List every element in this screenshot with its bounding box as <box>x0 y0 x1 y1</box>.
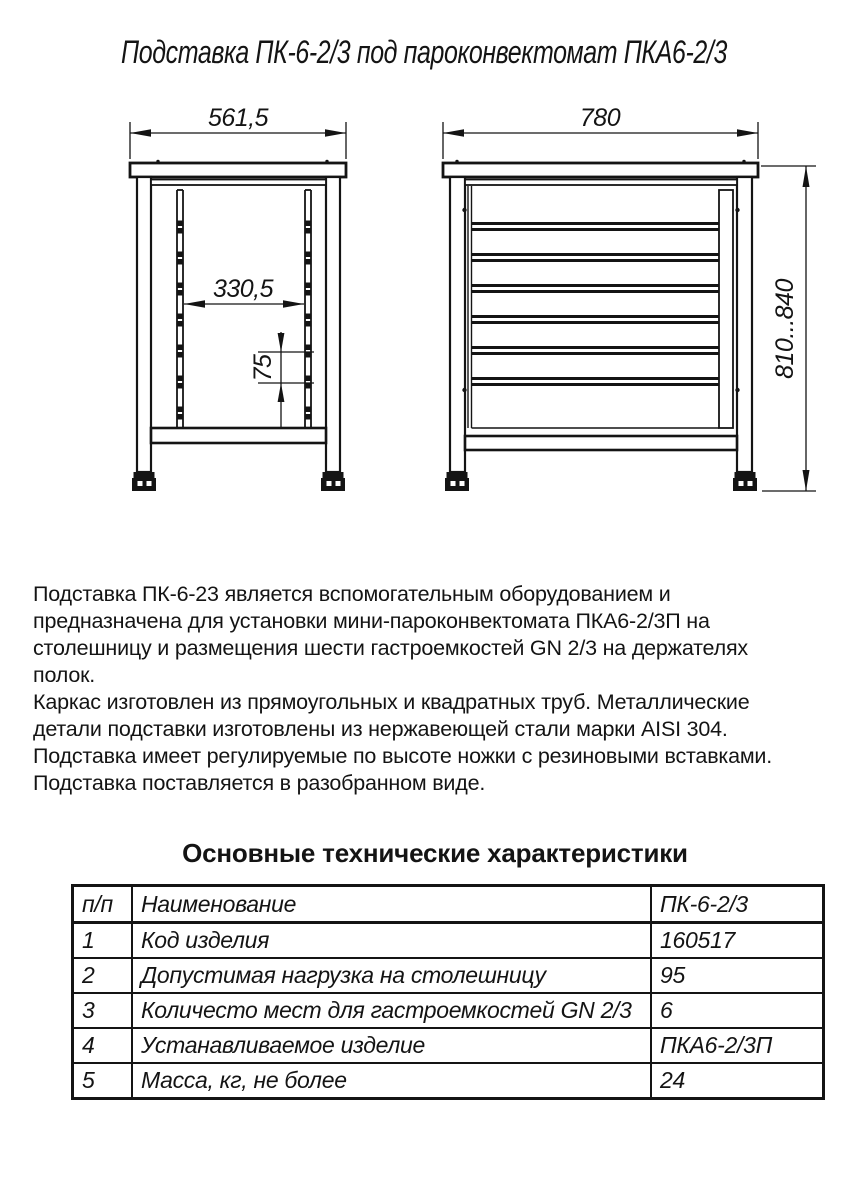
front-tabletop <box>130 163 346 177</box>
screw-dot <box>462 208 466 212</box>
description-line: полок. <box>33 663 96 687</box>
front-view <box>130 104 346 491</box>
screw-dot <box>156 160 159 163</box>
screw-dot <box>742 160 745 163</box>
side-support-post <box>719 190 733 428</box>
description-line: предназначена для установки мини-пароконвектомата ПКА6-2/3П на <box>33 609 710 633</box>
row-name: Количесто мест для гастроемкостей GN 2/3 <box>132 993 651 1028</box>
screw-dot <box>462 388 466 392</box>
side-depth-dimension <box>443 104 758 159</box>
front-guide-rails <box>177 190 311 428</box>
page-title: Подставка ПК-6-2/3 под пароконвектомат ПКА6-2/3 <box>121 34 727 70</box>
side-height-dimension <box>761 166 816 491</box>
specs-heading: Основные технические характеристики <box>182 838 688 868</box>
specs-table <box>71 884 825 1100</box>
row-name: Масса, кг, не более <box>132 1063 651 1099</box>
table-row <box>73 923 824 959</box>
front-hole-step-label: 75 <box>249 354 277 382</box>
description-line: столешницу и размещения шести гастроемкостей GN 2/3 на держателях <box>33 636 748 660</box>
screw-dot <box>325 160 328 163</box>
description-line: детали подставки изготовлены из нержавеющей стали марки AISI 304. <box>33 717 728 741</box>
header-num: п/п <box>73 886 133 923</box>
side-shelf-rails <box>472 224 720 385</box>
header-name: Наименование <box>132 886 651 923</box>
screw-dot <box>735 208 739 212</box>
front-width-label: 561,5 <box>207 104 269 132</box>
row-num: 2 <box>73 958 133 993</box>
description-line: Подставка поставляется в разобранном виде. <box>33 771 486 795</box>
row-value: 6 <box>651 993 824 1028</box>
front-right-leg <box>326 177 340 472</box>
row-value: ПКА6-2/3П <box>651 1028 824 1063</box>
side-view <box>443 104 816 491</box>
side-height-label: 810...840 <box>771 279 799 379</box>
front-left-leg <box>137 177 151 472</box>
front-inner-width-label: 330,5 <box>212 275 274 303</box>
front-width-dimension <box>130 104 346 159</box>
row-name: Допустимая нагрузка на столешницу <box>132 958 651 993</box>
row-value: 160517 <box>651 923 824 959</box>
front-inner-width-dimension <box>184 275 304 308</box>
side-top-rail <box>465 180 737 186</box>
row-num: 3 <box>73 993 133 1028</box>
description-line: Подставка имеет регулируемые по высоте ножки с резиновыми вставками. <box>33 744 773 768</box>
product-description <box>33 581 833 797</box>
front-bottom-brace <box>151 428 326 443</box>
side-depth-label: 780 <box>579 104 621 132</box>
row-value: 95 <box>651 958 824 993</box>
header-model: ПК-6-2/3 <box>651 886 824 923</box>
row-value: 24 <box>651 1063 824 1099</box>
table-row <box>73 1028 824 1063</box>
table-row <box>73 1063 824 1099</box>
side-left-foot <box>445 472 469 491</box>
side-bottom-brace <box>465 436 737 450</box>
screw-dot <box>735 388 739 392</box>
side-right-foot <box>733 472 757 491</box>
side-tabletop <box>443 163 758 177</box>
rail-holes <box>177 221 311 420</box>
front-top-rail <box>151 180 326 186</box>
description-line: Подставка ПК-6-23 является вспомогательным оборудованием и <box>33 582 671 606</box>
row-name: Код изделия <box>132 923 651 959</box>
front-right-foot <box>321 472 345 491</box>
row-num: 1 <box>73 923 133 959</box>
row-num: 5 <box>73 1063 133 1099</box>
technical-drawing <box>0 0 848 560</box>
screw-dot <box>455 160 458 163</box>
specs-header-row <box>73 886 824 923</box>
table-row <box>73 958 824 993</box>
side-left-leg <box>450 177 465 472</box>
description-line: Каркас изготовлен из прямоугольных и квадратных труб. Металлические <box>33 690 750 714</box>
table-row <box>73 993 824 1028</box>
side-right-leg <box>737 177 752 472</box>
front-left-foot <box>132 472 156 491</box>
row-num: 4 <box>73 1028 133 1063</box>
row-name: Устанавливаемое изделие <box>132 1028 651 1063</box>
